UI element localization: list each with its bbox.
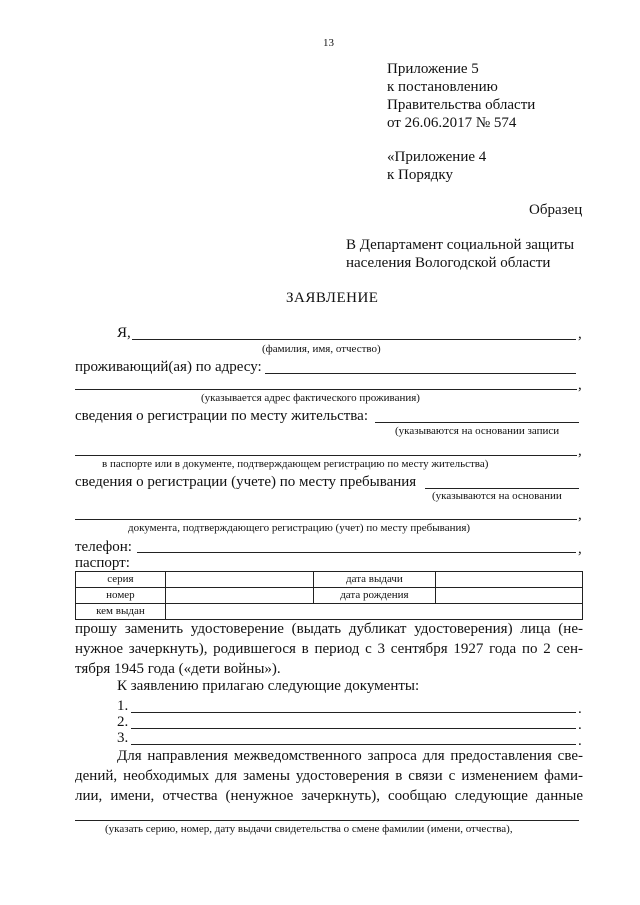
comma: , [578, 377, 582, 393]
request-line-2: нужное зачеркнуть), родившегося в период с 3 сентября 1927 года по 2 сен- [75, 641, 583, 657]
request-line-1: прошу заменить удостоверение (выдать дубликат удостоверения) лица (не- [75, 621, 583, 637]
addressee-line-2: населения Вологодской области [346, 255, 551, 271]
stay-hint-1: (указываются на основании [432, 490, 562, 502]
attachment-line-3[interactable] [131, 744, 576, 745]
comma: , [578, 326, 582, 342]
certificate-hint: (указать серию, номер, дату выдачи свидетельства о смене фамилии (имени, отчества), [105, 823, 513, 835]
attachments-intro: К заявлению прилагаю следующие документы: [117, 678, 420, 694]
passport-series-input[interactable] [165, 572, 313, 588]
request-line-3: тября 1945 года («дети войны»). [75, 661, 281, 677]
name-field-line[interactable] [132, 339, 576, 340]
document-title: ЗАЯВЛЕНИЕ [286, 290, 379, 306]
address-label: проживающий(ая) по адресу: [75, 359, 262, 375]
registration-hint-2: в паспорте или в документе, подтверждающем регистрацию по месту жительства) [102, 458, 489, 470]
passport-series-label: серия [76, 572, 166, 588]
comma: , [578, 541, 582, 557]
attachment-number: 2. [117, 714, 129, 730]
passport-number-input[interactable] [165, 588, 313, 604]
stay-field-line-1[interactable] [425, 488, 579, 489]
address-hint: (указывается адрес фактического проживания) [201, 392, 420, 404]
annex-line-2: к Порядку [387, 167, 453, 183]
attachment-number: 3. [117, 730, 129, 746]
registration-field-line-1[interactable] [375, 422, 579, 423]
interagency-line-1: Для направления межведомственного запроса для предоставления све- [117, 748, 583, 764]
appendix-line-4: от 26.06.2017 № 574 [387, 115, 517, 131]
passport-number-label: номер [76, 588, 166, 604]
period: . [578, 733, 582, 749]
appendix-line-3: Правительства области [387, 97, 536, 113]
passport-issued-by-input[interactable] [165, 604, 582, 620]
comma: , [578, 507, 582, 523]
appendix-line-1: Приложение 5 [387, 61, 479, 77]
i-label: Я, [117, 325, 131, 341]
page-number: 13 [323, 37, 334, 49]
address-field-line-1[interactable] [265, 373, 576, 374]
attachment-line-2[interactable] [131, 728, 576, 729]
interagency-line-2: дений, необходимых для замены удостоверения в связи с изменением фами- [75, 768, 583, 784]
passport-issue-date-label: дата выдачи [313, 572, 436, 588]
period: . [578, 701, 582, 717]
birth-date-input[interactable] [436, 588, 583, 604]
table-row [76, 572, 583, 588]
registration-field-line-2[interactable] [75, 455, 577, 456]
request-paragraph [75, 619, 583, 659]
address-field-line-2[interactable] [75, 389, 577, 390]
interagency-line-3: лии, имени, отчества (ненужное зачеркнуть), сообщаю следующие данные [75, 788, 583, 804]
addressee-line-1: В Департамент социальной защиты [346, 237, 575, 253]
attachment-number: 1. [117, 698, 129, 714]
phone-field-line[interactable] [137, 552, 576, 553]
stay-hint-2: документа, подтверждающего регистрацию (учет) по месту пребывания) [128, 522, 471, 534]
period: . [578, 717, 582, 733]
passport-table [75, 571, 583, 620]
interagency-paragraph [75, 746, 583, 806]
phone-label: телефон: [75, 539, 132, 555]
comma: , [578, 443, 582, 459]
passport-issued-by-label: кем выдан [76, 604, 166, 620]
registration-label: сведения о регистрации по месту жительства: [75, 408, 368, 424]
name-hint: (фамилия, имя, отчество) [262, 343, 381, 355]
birth-date-label: дата рождения [313, 588, 436, 604]
appendix-line-2: к постановлению [387, 79, 498, 95]
table-row [76, 604, 583, 620]
sample-label: Образец [529, 202, 583, 218]
passport-issue-date-input[interactable] [436, 572, 583, 588]
passport-label: паспорт: [75, 555, 130, 571]
certificate-field-line[interactable] [75, 820, 579, 821]
annex-line-1: «Приложение 4 [387, 149, 487, 165]
stay-field-line-2[interactable] [75, 519, 577, 520]
stay-label: сведения о регистрации (учете) по месту пребывания [75, 474, 417, 490]
attachment-line-1[interactable] [131, 712, 576, 713]
registration-hint-1: (указываются на основании записи [395, 425, 560, 437]
table-row [76, 588, 583, 604]
